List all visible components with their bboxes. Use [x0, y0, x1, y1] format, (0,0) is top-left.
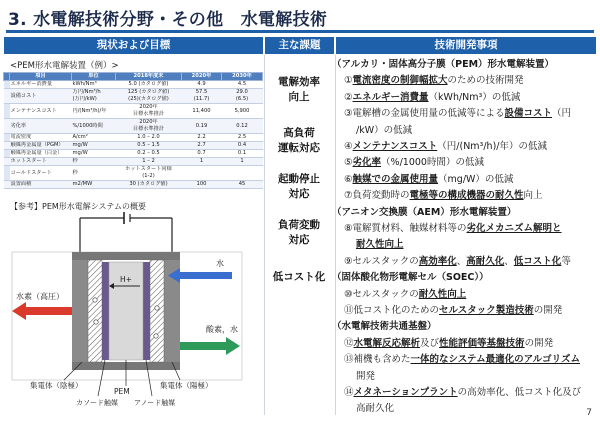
table-cell: 0.12 [222, 119, 263, 134]
table-row [4, 134, 263, 142]
table-cell: A/cm² [72, 134, 116, 142]
table-cell: 2.5 [222, 134, 263, 142]
header-cell: 単位 [72, 73, 116, 81]
tech-item: ⑧電解質材料、触媒材料等の劣化メカニズム解明と [344, 223, 562, 234]
table-cell: コールドスタート [10, 166, 72, 181]
oxygen-label: 酸素，水 [206, 325, 238, 334]
hydrogen-outlet-arrowhead [12, 302, 26, 320]
table-row [4, 119, 263, 134]
table-cell: 1 [222, 158, 263, 166]
table-cell: 円/(Nm³/h)/年 [72, 104, 116, 119]
table-cell: 0.1 [222, 150, 263, 158]
tech-item: ⑦負荷変動時の電極等の構成機器の耐久性向上 [344, 190, 543, 202]
table-cell: 29.0 (6.5) [222, 89, 263, 104]
table-row [4, 166, 263, 181]
bubble [93, 298, 97, 302]
tech-item: ⑪低コスト化のためのセルスタック製造技術の開発 [344, 305, 563, 316]
table-row [4, 89, 263, 104]
table-cell: 0.19 [182, 119, 222, 134]
table-row [4, 142, 263, 150]
top-plate [72, 252, 180, 260]
bubble [94, 320, 98, 324]
table-row [4, 150, 263, 158]
pem-label: PEM [114, 387, 130, 396]
table-cell [222, 166, 263, 181]
table-cell: 11,400 [182, 104, 222, 119]
table-row [4, 81, 263, 89]
oxygen-outlet-arrow [180, 342, 226, 350]
table-cell: ホットスタート同様 (1-2) [116, 166, 182, 181]
table-cell: m2/MW [72, 181, 116, 189]
column-divider [264, 55, 265, 415]
table-cell: 100 [182, 181, 222, 189]
table-cell: 57.5 (11.7) [182, 89, 222, 104]
cathode-catalyst-label: カソード触媒 [76, 399, 118, 407]
issue-start-stop: 起動停止 対応 [278, 173, 320, 200]
tech-item: 耐久性向上 [356, 239, 404, 251]
column-header-tech: 技術開発事項 [336, 37, 596, 54]
table-cell: mg/W [72, 142, 116, 150]
table-cell: 4.9 [182, 81, 222, 89]
column-divider [335, 55, 336, 415]
table-cell: %/1000時間 [72, 119, 116, 134]
hydrogen-outlet-arrow [26, 307, 72, 315]
tech-item: ⑬補機も含めた一体的なシステム最適化のアルゴリズム [344, 354, 580, 366]
column-header-issues: 主な課題 [265, 37, 334, 54]
header-cell: 2018年度末 [116, 73, 182, 81]
tech-section-heading: （アニオン交換膜（AEM）形水電解装置） [332, 206, 517, 218]
table-cell: 30 (カタログ値) [116, 181, 182, 189]
table-cell: 0.7 [182, 150, 222, 158]
table-cell: 設置面積 [10, 181, 72, 189]
issue-cost-reduction: 低コスト化 [272, 271, 326, 283]
table-cell: 1.0 – 2.0 [116, 134, 182, 142]
anode-catalyst-label: アノード触媒 [134, 399, 176, 407]
reference-caption: 【参考】PEM形水電解システムの概要 [10, 202, 146, 211]
collector-anode-label: 集電体（陽極） [160, 381, 213, 390]
table-cell: 5.0 (カタログ値) [116, 81, 182, 89]
tech-item: 高耐久化 [356, 403, 395, 415]
header-cell: 2030年 [222, 73, 263, 81]
table-cell: 電流密度 [10, 134, 72, 142]
collector-cathode-label: 集電体（陰極） [30, 381, 83, 390]
table-cell: 5,900 [222, 104, 263, 119]
tech-item: ⑩セルスタックの耐久性向上 [344, 288, 467, 300]
table-row [4, 158, 263, 166]
tech-section-heading: （固体酸化物形電解セル（SOEC）） [332, 272, 489, 284]
title-rule [6, 30, 594, 33]
table-cell: 4.5 [222, 81, 263, 89]
table-cell: 125 (カタログ値) (25)(カタログ値) [116, 89, 182, 104]
header-cell: 項目 [10, 73, 72, 81]
table-cell: 劣化率 [10, 119, 72, 134]
tech-item: ⑥触媒での金属使用量（mg/W）の低減 [344, 173, 514, 185]
table-cell: 触媒再金属量（PGM） [10, 142, 72, 150]
table-caption: <PEM形水電解装置（例）> [10, 61, 119, 71]
slide-title: 3. 水電解技術分野・その他 水電解技術 [8, 10, 328, 30]
tech-item: ⑨セルスタックの高効率化、高耐久化、低コスト化等 [344, 255, 571, 267]
tech-item: 開発 [356, 370, 376, 382]
issue-efficiency: 電解効率 向上 [278, 76, 320, 103]
table-cell [182, 166, 222, 181]
table-cell: ホットスタート [10, 158, 72, 166]
oxygen-outlet-arrowhead [226, 337, 240, 355]
tech-section-heading: （アルカリ・固体高分子膜（PEM）形水電解装置） [332, 59, 555, 70]
table-cell: 秒 [72, 158, 116, 166]
table-cell: 秒 [72, 166, 116, 181]
table-cell: 2020年 目標水準推計 [116, 104, 182, 119]
table-cell: 2.2 [182, 134, 222, 142]
tech-section-heading: （水電解技術共通基盤） [332, 321, 437, 333]
table-cell: 1 – 2 [116, 158, 182, 166]
proton-label: H+ [120, 275, 132, 284]
tech-item: ①電流密度の制御幅拡大のための技術開発 [344, 75, 524, 87]
table-cell: 2.7 [182, 142, 222, 150]
water-label: 水 [216, 259, 224, 268]
tech-item: ⑤劣化率（%/1000時間）の低減 [344, 157, 484, 169]
bubble [155, 306, 159, 310]
table-row [4, 181, 263, 189]
tech-item: ③電解槽の金属使用量の低減等による設備コスト（円 [344, 108, 572, 120]
table-cell: 0.5 – 1.5 [116, 142, 182, 150]
table-cell: 45 [222, 181, 263, 189]
issue-load-fluctuation: 負荷変動 対応 [278, 219, 320, 246]
table-row [4, 104, 263, 119]
cathode-porous-layer [88, 260, 102, 362]
table-cell: メンテナンスコスト [10, 104, 72, 119]
table-cell: 万円/Nm³/h (万円/kW) [72, 89, 116, 104]
column-header-status: 現状および目標 [4, 37, 263, 54]
page-number: 7 [586, 408, 592, 418]
table-cell: kWh/Nm³ [72, 81, 116, 89]
collector-cathode-block [72, 260, 88, 362]
spec-table [3, 72, 263, 189]
anode-porous-layer [150, 260, 164, 362]
table-cell: 0.4 [222, 142, 263, 150]
table-cell: 触媒再金属量（白金） [10, 150, 72, 158]
water-inlet-arrow [180, 272, 232, 279]
table-cell: 1 [182, 158, 222, 166]
header-cell: 2020年 [182, 73, 222, 81]
issue-high-load: 高負荷 運転対応 [278, 127, 320, 154]
pem-cell-diagram [2, 212, 262, 412]
tech-item: ⑭メタネーションプラントの高効率化、低コスト化及び [344, 387, 582, 398]
table-cell: mg/W [72, 150, 116, 158]
table-cell: エネルギー消費量 [10, 81, 72, 89]
hydrogen-label: 水素（高圧） [16, 292, 64, 301]
tech-item: ⑫水電解反応解析及び性能評価等基盤技術の開発 [344, 337, 554, 349]
tech-item: ②エネルギー消費量（kWh/Nm³）の低減 [344, 91, 521, 103]
table-cell: 0.2 – 0.5 [116, 150, 182, 158]
bubble [154, 334, 158, 338]
tech-item: ④メンテナンスコスト（円/(Nm³/h)/年）の低減 [344, 141, 547, 152]
cathode-catalyst-layer [102, 262, 109, 360]
table-cell: 2020年 目標水準推計 [116, 119, 182, 134]
tech-item: /kW）の低減 [356, 124, 413, 136]
anode-catalyst-layer [143, 262, 150, 360]
spec-table-header [4, 73, 263, 81]
table-cell: 設備コスト [10, 89, 72, 104]
